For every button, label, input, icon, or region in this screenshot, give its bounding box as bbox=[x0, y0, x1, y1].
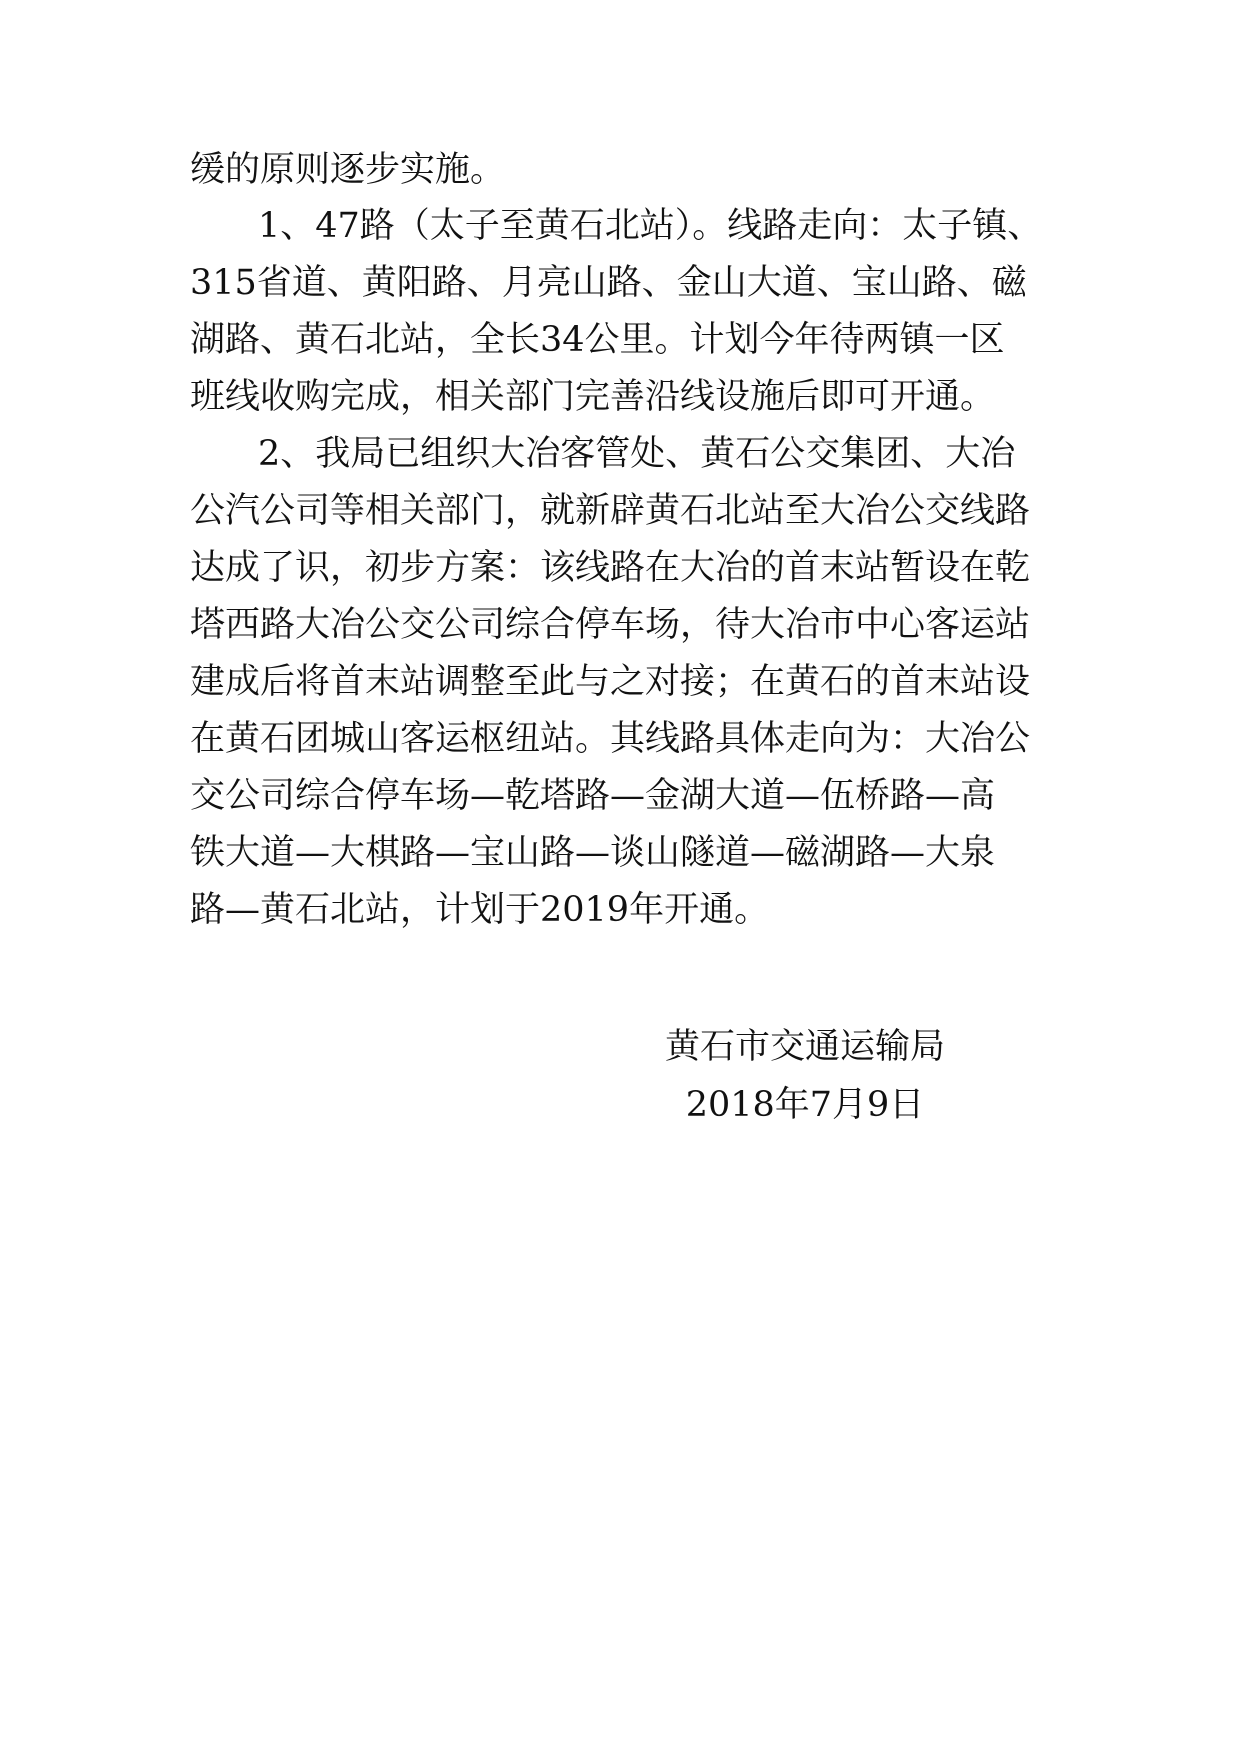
body-line-6: 2、我局已组织大冶客管处、黄石公交集团、大冶 bbox=[258, 434, 1016, 474]
body-line-8: 达成了识，初步方案：该线路在大冶的首末站暂设在乾 bbox=[190, 548, 1031, 588]
body-line-10: 建成后将首末站调整至此与之对接；在黄石的首末站设 bbox=[190, 662, 1031, 702]
body-line-1: 缓的原则逐步实施。 bbox=[190, 150, 506, 190]
body-line-13: 铁大道—大棋路—宝山路—谈山隧道—磁湖路—大泉 bbox=[190, 833, 996, 873]
body-line-4: 湖路、黄石北站，全长34公里。计划今年待两镇一区 bbox=[190, 320, 1005, 360]
body-line-2: 1、47路（太子至黄石北站）。线路走向：太子镇、 bbox=[258, 206, 1043, 246]
body-line-3: 315省道、黄阳路、月亮山路、金山大道、宝山路、磁 bbox=[190, 263, 1027, 303]
body-line-11: 在黄石团城山客运枢纽站。其线路具体走向为：大冶公 bbox=[190, 719, 1031, 759]
body-line-7: 公汽公司等相关部门，就新辟黄石北站至大冶公交线路 bbox=[190, 491, 1031, 531]
body-line-14: 路—黄石北站，计划于2019年开通。 bbox=[190, 890, 770, 930]
body-line-12: 交公司综合停车场—乾塔路—金湖大道—伍桥路—高 bbox=[190, 776, 996, 816]
signature-date: 2018年7月9日 bbox=[685, 1085, 925, 1125]
signature-organization: 黄石市交通运输局 bbox=[664, 1027, 945, 1067]
body-line-9: 塔西路大冶公交公司综合停车场，待大冶市中心客运站 bbox=[190, 605, 1031, 645]
body-line-5: 班线收购完成，相关部门完善沿线设施后即可开通。 bbox=[190, 377, 996, 417]
